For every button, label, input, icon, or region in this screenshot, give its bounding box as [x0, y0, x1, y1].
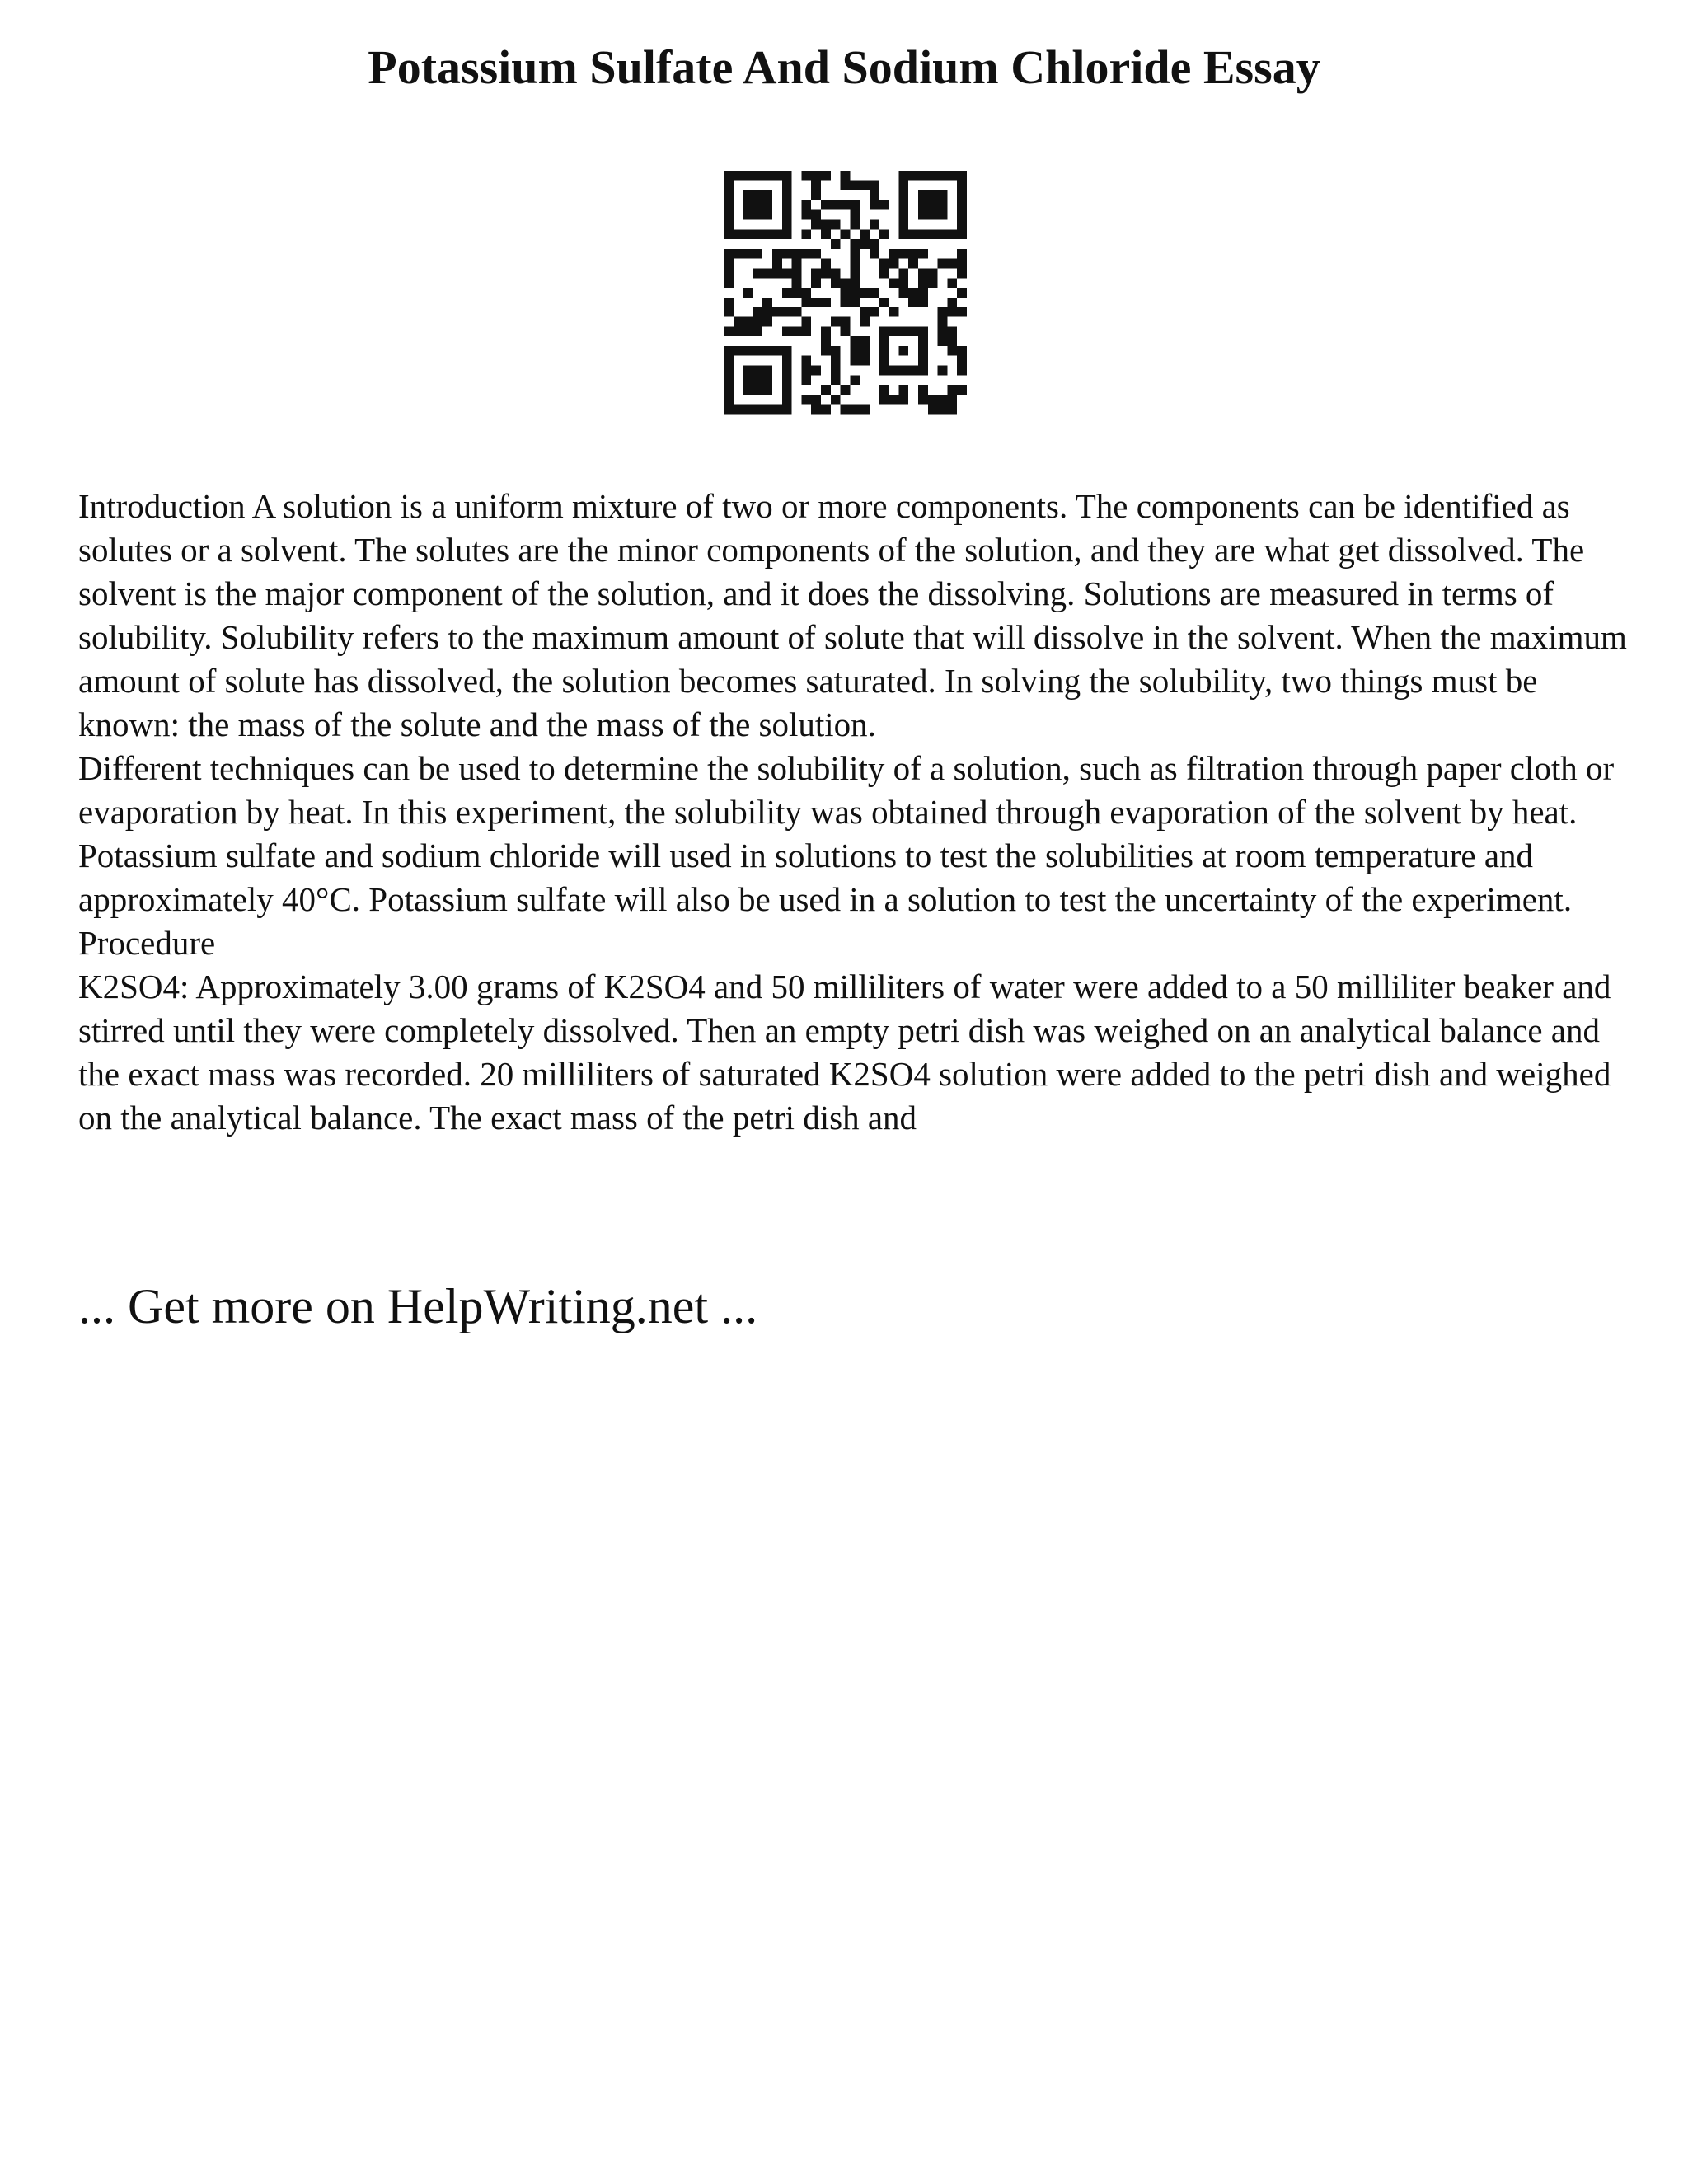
paragraph-introduction: Introduction A solution is a uniform mixture of two or more components. The components can be identified as solutes or a solvent. The solutes are the minor components of the solution, and they are what get dissolved. The solvent is the major component of the solution, and it does the dissolving. Solutions are measured in terms of solubility. Solubility refers to the maximum amount of solute that will dissolve in the solvent. When the maximum amount of solute has dissolved, the solution becomes saturated. In solving the solubility, two things must be known: the mass of the solute and the mass of the solution.: [78, 487, 1627, 743]
paragraph-techniques: Different techniques can be used to determine the solubility of a solution, such as filtration through paper cloth or evaporation by heat. In this experiment, the solubility was obtained through evaporation of the solvent by heat. Potassium sulfate and sodium chloride will used in solutions to test the solubilities at room temperature and approximately 40°C. Potassium sulfate will also be used in a solution to test the uncertainty of the experiment.: [78, 749, 1615, 918]
document-title: Potassium Sulfate And Sodium Chloride Essay: [368, 40, 1320, 94]
qr-code-icon: [724, 171, 967, 415]
heading-procedure: Procedure: [78, 924, 216, 962]
paragraph-procedure: K2SO4: Approximately 3.00 grams of K2SO4 and 50 milliliters of water were added to a 50 milliliter beaker and stirred until they were completely dissolved. Then an empty petri dish was weighed on an analytical balance and the exact mass was recorded. 20 milliliters of saturated K2SO4 solution were added to the petri dish and weighed on the analytical balance. The exact mass of the petri dish and: [78, 968, 1611, 1137]
qr-code: [724, 171, 967, 415]
essay-body: [78, 485, 1628, 1140]
get-more-link[interactable]: ... Get more on HelpWriting.net ...: [78, 1279, 758, 1333]
